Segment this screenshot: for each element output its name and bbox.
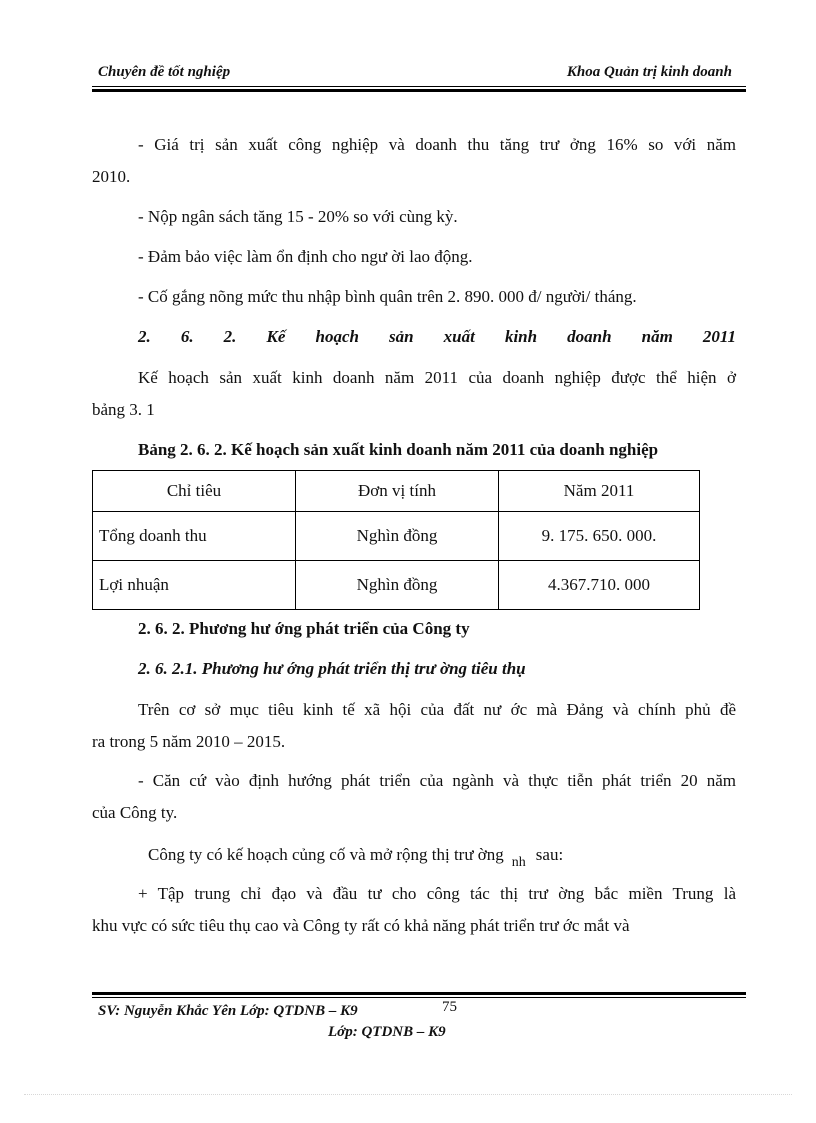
table-cell: Lợi nhuận [93, 561, 296, 610]
table-cell: 4.367.710. 000 [499, 561, 700, 610]
header-right: Khoa Quản trị kinh doanh [566, 64, 732, 80]
section-heading-direction: 2. 6. 2. Phương hư ớng phát triển của Công ty [138, 619, 470, 638]
table-header-cell: Chỉ tiêu [93, 471, 296, 512]
table-cell: Nghìn đồng [296, 512, 499, 561]
page-bottom-dotted-rule [24, 1094, 792, 1095]
bullet-industrial-growth: - Giá trị sản xuất công nghiệp và doanh thu tăng trư ởng 16% so với năm [138, 135, 736, 154]
footer-student: SV: Nguyễn Khắc Yên Lớp: QTDNB – K9 [98, 1003, 358, 1019]
text-2010: 2010. [92, 167, 131, 186]
header-rule-thick [92, 89, 746, 92]
header-rule-thin [92, 86, 746, 87]
bullet-budget: - Nộp ngân sách tăng 15 - 20% so với cùng kỳ. [138, 207, 458, 226]
table-header-cell: Đơn vị tính [296, 471, 499, 512]
market-plan-fragment: nh [511, 855, 526, 870]
header-left: Chuyên đề tốt nghiệp [98, 64, 231, 80]
bullet-focus-central-end: khu vực có sức tiêu thụ cao và Công ty rất có khả năng phát triển trư ớc mắt và [92, 916, 630, 935]
table-caption: Bảng 2. 6. 2. Kế hoạch sản xuất kinh doanh năm 2011 của doanh nghiệp [138, 440, 659, 459]
footer-rule-thin [92, 997, 746, 998]
table-row [93, 561, 700, 610]
footer-class: Lớp: QTDNB – K9 [328, 1024, 446, 1040]
footer-rule-thick [92, 992, 746, 995]
paragraph-plan-intro-end: bảng 3. 1 [92, 400, 155, 419]
paragraph-orientation-end: của Công ty. [92, 803, 178, 822]
bullet-employment: - Đảm bảo việc làm ổn định cho ngư ời lao động. [138, 247, 473, 266]
bullet-focus-central: + Tập trung chỉ đạo và đầu tư cho công tác thị trư ờng bắc miền Trung là [138, 884, 736, 903]
bullet-income: - Cố gắng nõng mức thu nhập bình quân trên 2. 890. 000 đ/ người/ tháng. [138, 287, 637, 306]
table-cell: Tổng doanh thu [93, 512, 296, 561]
table-row [93, 512, 700, 561]
table-header-cell: Năm 2011 [499, 471, 700, 512]
table-cell: 9. 175. 650. 000. [499, 512, 700, 561]
table-header-row [93, 471, 700, 512]
paragraph-goals: Trên cơ sở mục tiêu kinh tế xã hội của đất nư ớc mà Đảng và chính phủ đề [138, 700, 736, 719]
paragraph-plan-intro: Kế hoạch sản xuất kinh doanh năm 2011 của doanh nghiệp được thể hiện ở [138, 368, 736, 387]
section-heading-plan-2011: 2. 6. 2. Kế hoạch sản xuất kinh doanh năm 2011 [138, 327, 736, 346]
business-plan-table [92, 470, 700, 610]
table-cell: Nghìn đồng [296, 561, 499, 610]
market-plan-text: Công ty có kế hoạch củng cố và mở rộng thị trư ờng [148, 845, 504, 864]
page-number: 75 [442, 999, 457, 1015]
paragraph-orientation: - Căn cứ vào định hướng phát triển của ngành và thực tiễn phát triển 20 năm [138, 771, 736, 790]
paragraph-market-plan [148, 845, 564, 870]
section-heading-market: 2. 6. 2.1. Phương hư ớng phát triển thị trư ờng tiêu thụ [138, 659, 526, 678]
paragraph-goals-end: ra trong 5 năm 2010 – 2015. [92, 732, 286, 751]
market-plan-end: sau: [535, 845, 564, 864]
